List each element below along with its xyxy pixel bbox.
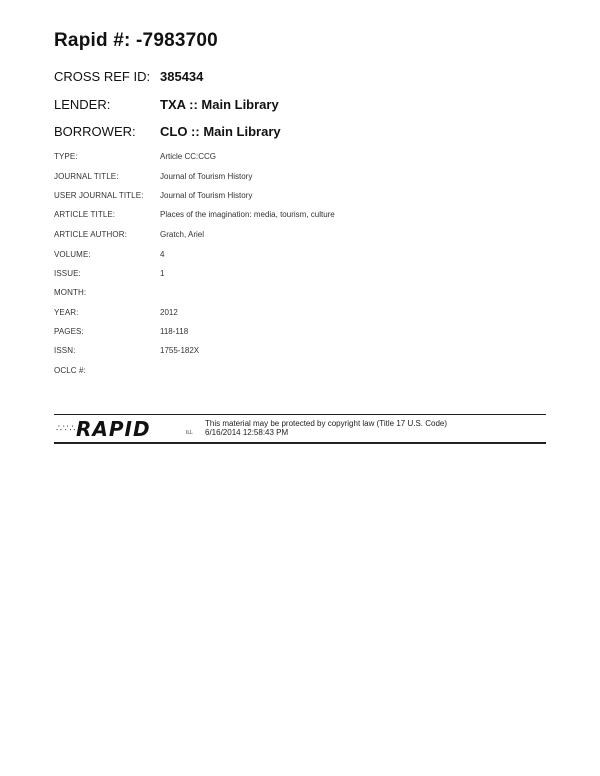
field-value: 1 (160, 269, 165, 278)
field-label: LENDER: (54, 97, 111, 112)
copyright-text: This material may be protected by copyright law (Title 17 U.S. Code) (205, 419, 448, 428)
field-label: ISSUE: (54, 269, 81, 278)
logo-ill-mark: ILL (186, 430, 193, 436)
field-label: YEAR: (54, 308, 79, 317)
field-value: Journal of Tourism History (160, 172, 253, 181)
field-label: ISSN: (54, 346, 76, 355)
field-value: TXA :: Main Library (160, 97, 279, 112)
logo-dots: ∴∵∴ (56, 423, 77, 433)
field-label: OCLC #: (54, 366, 86, 375)
field-label: VOLUME: (54, 250, 91, 259)
field-label: BORROWER: (54, 124, 136, 139)
field-value: 2012 (160, 308, 178, 317)
rapid-number: Rapid #: -7983700 (54, 30, 218, 51)
logo-wordmark: RAPID (76, 417, 151, 441)
field-value: 1755-182X (160, 346, 200, 355)
copyright-notice (205, 419, 447, 437)
footer-divider-top (54, 414, 546, 415)
field-value: Gratch, Ariel (160, 230, 205, 239)
field-label: ARTICLE AUTHOR: (54, 230, 127, 239)
field-label: PAGES: (54, 327, 84, 336)
field-value: Places of the imagination: media, tourism, culture (160, 210, 335, 219)
field-value: 118-118 (160, 327, 189, 336)
field-value: 4 (160, 250, 165, 259)
field-value: Article CC:CCG (160, 152, 217, 161)
field-label: USER JOURNAL TITLE: (54, 191, 144, 200)
field-label: ARTICLE TITLE: (54, 210, 116, 219)
rapid-logo (56, 419, 202, 439)
footer-divider-bottom (54, 442, 546, 444)
field-label: JOURNAL TITLE: (54, 172, 119, 181)
field-value: 385434 (160, 69, 204, 84)
print-timestamp: 6/16/2014 12:58:43 PM (205, 428, 289, 437)
field-value: Journal of Tourism History (160, 191, 253, 200)
field-value: CLO :: Main Library (160, 124, 281, 139)
field-label: TYPE: (54, 152, 78, 161)
field-label: MONTH: (54, 288, 87, 297)
field-label: CROSS REF ID: (54, 69, 151, 84)
